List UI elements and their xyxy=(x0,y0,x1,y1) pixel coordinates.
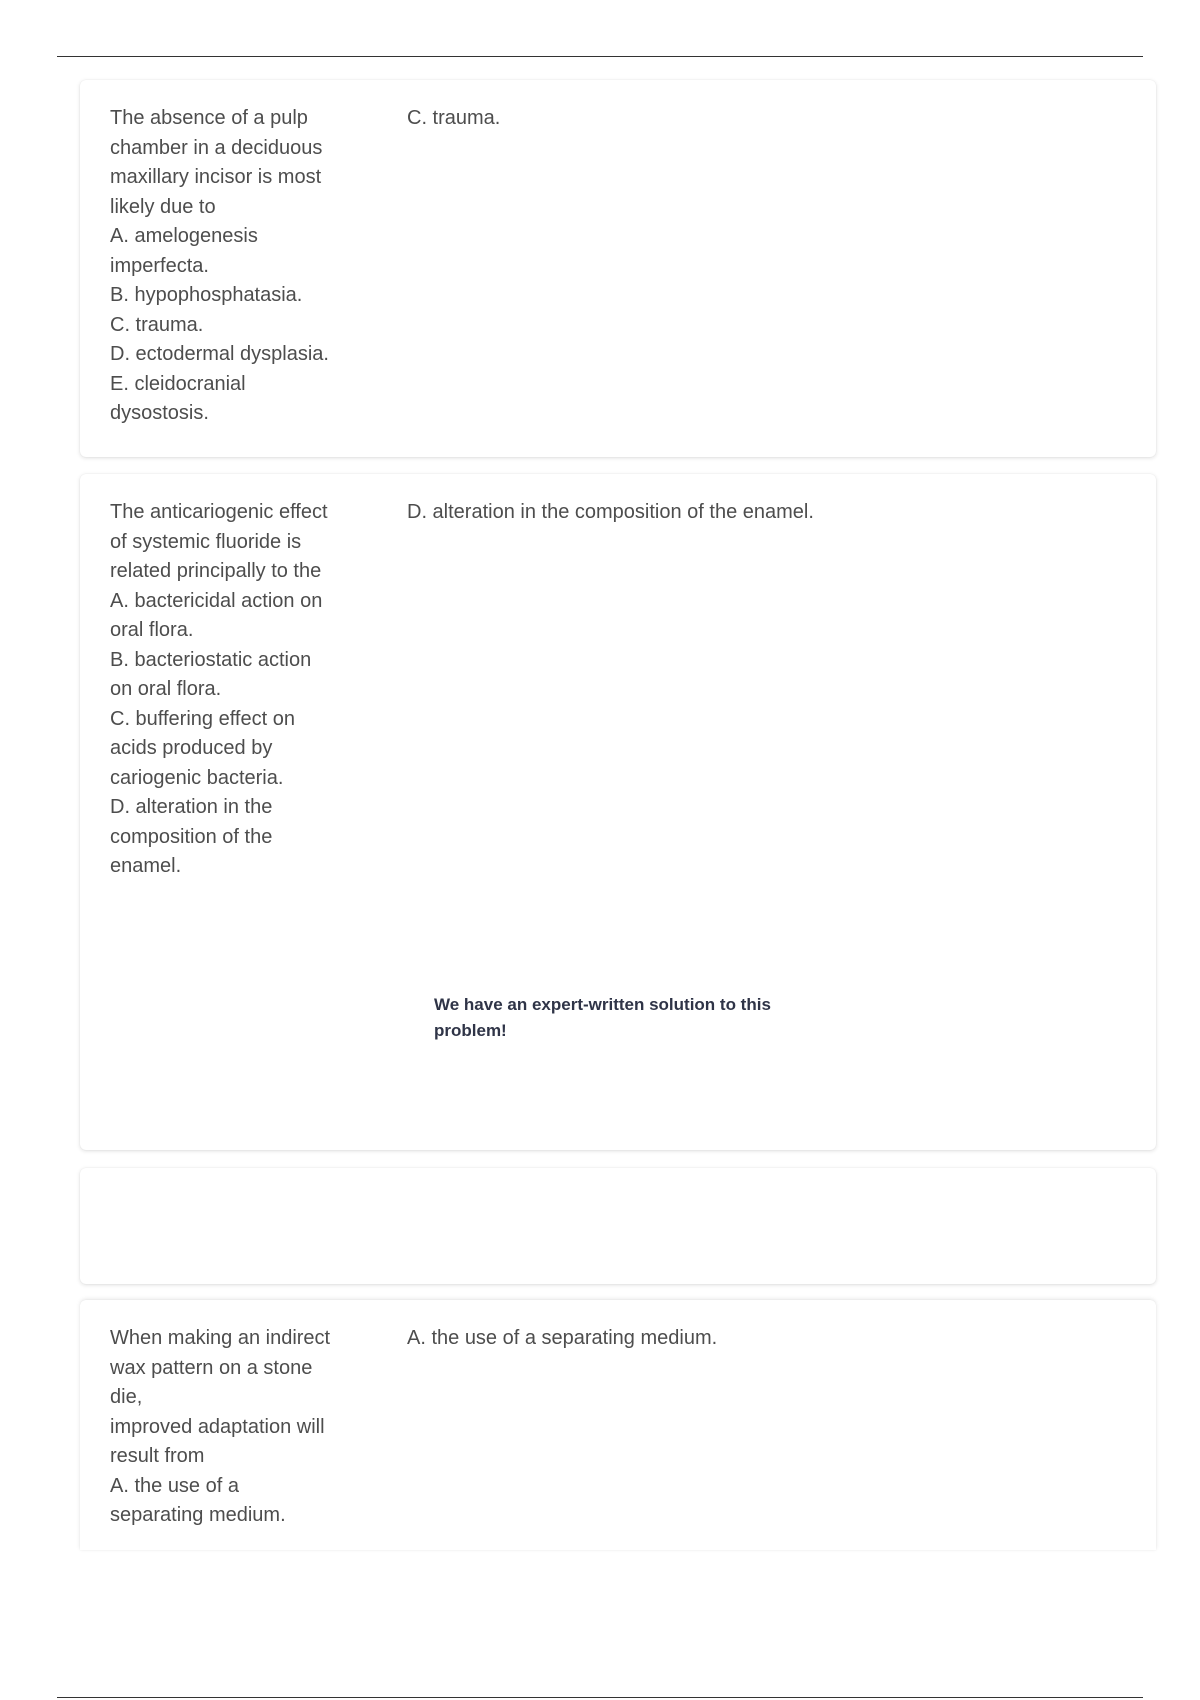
flashcard-wax-pattern xyxy=(80,1300,1156,1550)
bottom-rule xyxy=(57,1697,1143,1698)
definition-text: A. the use of a separating medium. xyxy=(407,1327,718,1349)
top-rule xyxy=(57,56,1143,57)
flashcard-blank xyxy=(80,1168,1156,1284)
flashcard-pulp-chamber xyxy=(80,80,1156,457)
definition-text: C. trauma. xyxy=(407,107,501,129)
term-text: The absence of a pulp chamber in a deciduous maxillary incisor is most likely due to A. amelogenesis imperfecta. B. hypophosphatasia. C. trauma. D. ectodermal dysplasia. E. cleidocranial dysostosis. xyxy=(110,107,329,424)
term-text: When making an indirect wax pattern on a stone die, improved adaptation will result from A. the use of a separating medium. xyxy=(110,1327,331,1526)
expert-solution-notice: We have an expert-written solution to this problem! xyxy=(434,995,771,1040)
term-text: The anticariogenic effect of systemic fluoride is related principally to the A. bactericidal action on oral flora. B. bacteriostatic action on oral flora. C. buffering effect on acids produced by cariogenic bacteria. D. alteration in the composition of the enamel. xyxy=(110,501,328,877)
flashcard-fluoride xyxy=(80,474,1156,1150)
definition-text: D. alteration in the composition of the enamel. xyxy=(407,501,814,523)
